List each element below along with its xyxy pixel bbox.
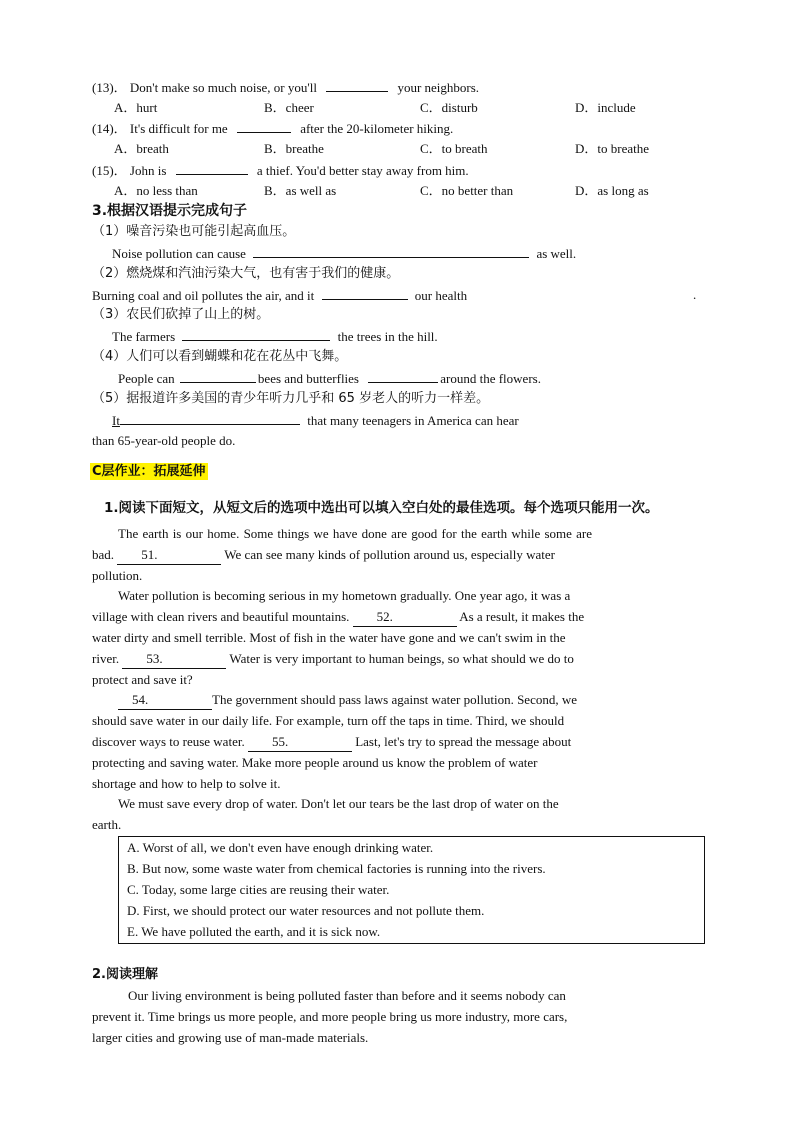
question-15	[92, 161, 469, 180]
sentence-2-english	[92, 286, 467, 305]
question-number: (14)．	[92, 121, 127, 136]
option-c[interactable]: C．to breath	[420, 141, 488, 156]
passage-line: protecting and saving water. Make more people around us know the problem of water	[92, 755, 538, 770]
passage-line: Water pollution is becoming serious in my hometown gradually. One year ago, it was a	[118, 588, 571, 603]
passage-line	[92, 608, 584, 627]
question-stem: John is	[129, 163, 167, 178]
passage-line: earth.	[92, 817, 122, 832]
blank-51[interactable]: 51.	[117, 546, 221, 565]
passage-line	[92, 733, 571, 752]
passage-line	[92, 650, 574, 669]
option-b[interactable]: B．cheer	[264, 100, 314, 115]
section-c-title	[90, 462, 208, 481]
question-stem: It's difficult for me	[129, 121, 228, 136]
passage-line: We must save every drop of water. Don't let our tears be the last drop of water on the	[118, 796, 559, 811]
sentence-text: Burning coal and oil pollutes the air, and it	[92, 288, 315, 303]
option-d[interactable]: D．include	[575, 100, 636, 115]
passage-text: river.	[92, 651, 120, 666]
passage-line: pollution.	[92, 568, 143, 583]
blank-53[interactable]: 53.	[122, 650, 226, 669]
task-1-instructions: 1.阅读下面短文，从短文后的选项中选出可以填入空白处的最佳选项。每个选项只能用一次。	[104, 500, 659, 516]
passage-line: shortage and how to help to solve it.	[92, 776, 281, 791]
passage-text: village with clean rivers and beautiful mountains.	[92, 609, 350, 624]
question-stem-end: a thief. You'd better stay away from him.	[256, 163, 469, 178]
reading-line: prevent it. Time brings us more people, and more people bring us more industry, more cars,	[92, 1009, 568, 1024]
passage-text: Last, let's try to spread the message about	[355, 734, 572, 749]
option-e[interactable]: E. We have polluted the earth, and it is sick now.	[127, 924, 381, 939]
passage-text: discover ways to reuse water.	[92, 734, 245, 749]
answer-blank[interactable]	[326, 78, 388, 92]
sentence-5-chinese: （5）据报道许多美国的青少年听力几乎和 65 岁老人的听力一样差。	[92, 391, 490, 406]
sentence-text: Noise pollution can cause	[112, 246, 246, 261]
passage-line: protect and save it?	[92, 672, 193, 687]
sentence-2-chinese: （2）燃烧煤和汽油污染大气，也有害于我们的健康。	[92, 266, 400, 281]
option-a[interactable]: A. Worst of all, we don't even have enough drinking water.	[127, 840, 434, 855]
option-b[interactable]: B．as well as	[264, 183, 337, 198]
answer-blank[interactable]	[253, 244, 529, 258]
option-d[interactable]: D．as long as	[575, 183, 649, 198]
section-c-title-text: C层作业：拓展延伸	[92, 464, 206, 479]
passage-line	[118, 691, 577, 710]
reading-line: larger cities and growing use of man-made materials.	[92, 1030, 369, 1045]
sentence-text-end: our health	[414, 288, 468, 303]
option-d[interactable]: D．to breathe	[575, 141, 650, 156]
answer-blank[interactable]	[237, 119, 291, 133]
option-c[interactable]: C. Today, some large cities are reusing their water.	[127, 882, 390, 897]
question-number: (13)．	[92, 80, 127, 95]
blank-55[interactable]: 55.	[248, 733, 352, 752]
blank-54[interactable]: 54.	[118, 691, 212, 710]
options-box	[118, 836, 705, 944]
sentence-4-english	[118, 369, 541, 388]
sentence-text: It	[112, 413, 120, 428]
sentence-5-english-line2: than 65-year-old people do.	[92, 433, 236, 448]
sentence-text-mid: bees and butterflies	[257, 371, 359, 386]
answer-blank[interactable]	[322, 286, 408, 300]
question-stem-end: after the 20-kilometer hiking.	[300, 121, 454, 136]
sentence-5-english	[112, 411, 519, 430]
sentence-text-end: around the flowers.	[440, 371, 541, 386]
sentence-text-end: as well.	[536, 246, 577, 261]
passage-line: water dirty and smell terrible. Most of fish in the water have gone and we can't swim in the	[92, 630, 566, 645]
option-a[interactable]: A．hurt	[114, 100, 158, 115]
sentence-3-english	[112, 327, 438, 346]
option-c[interactable]: C．disturb	[420, 100, 478, 115]
option-a[interactable]: A．no less than	[114, 183, 198, 198]
answer-blank[interactable]	[180, 369, 256, 383]
task-2-title: 2.阅读理解	[92, 967, 158, 982]
question-14	[92, 119, 453, 138]
passage-text: As a result, it makes the	[459, 609, 585, 624]
sentence-text-end: that many teenagers in America can hear	[307, 413, 519, 428]
passage-text: bad.	[92, 547, 115, 562]
question-number: (15)．	[92, 163, 127, 178]
question-stem: Don't make so much noise, or you'll	[129, 80, 317, 95]
option-b[interactable]: B．breathe	[264, 141, 324, 156]
passage-line	[92, 546, 555, 565]
section-3-title: 3.根据汉语提示完成句子	[92, 203, 248, 219]
passage-text: Water is very important to human beings, so what should we do to	[229, 651, 574, 666]
sentence-1-english	[112, 244, 576, 263]
question-13	[92, 78, 479, 97]
sentence-text: People can	[118, 371, 175, 386]
option-b[interactable]: B. But now, some waste water from chemical factories is running into the rivers.	[127, 861, 546, 876]
question-stem-end: your neighbors.	[397, 80, 480, 95]
passage-text: The government should pass laws against water pollution. Second, we	[212, 692, 578, 707]
sentence-text-end: the trees in the hill.	[337, 329, 438, 344]
option-c[interactable]: C．no better than	[420, 183, 514, 198]
sentence-2-period: .	[693, 287, 697, 302]
passage-text: We can see many kinds of pollution around us, especially water	[224, 547, 556, 562]
answer-blank[interactable]	[120, 411, 300, 425]
answer-blank[interactable]	[368, 369, 438, 383]
passage-line: The earth is our home. Some things we have done are good for the earth while some are	[118, 526, 593, 541]
sentence-3-chinese: （3）农民们砍掉了山上的树。	[92, 307, 270, 322]
option-d[interactable]: D. First, we should protect our water resources and not pollute them.	[127, 903, 485, 918]
sentence-text: The farmers	[112, 329, 176, 344]
sentence-4-chinese: （4）人们可以看到蝴蝶和花在花丛中飞舞。	[92, 349, 348, 364]
option-a[interactable]: A．breath	[114, 141, 169, 156]
sentence-1-chinese: （1）噪音污染也可能引起高血压。	[92, 224, 296, 239]
reading-line: Our living environment is being polluted faster than before and it seems nobody can	[128, 988, 566, 1003]
passage-line: should save water in our daily life. For example, turn off the taps in time. Third, we should	[92, 713, 565, 728]
answer-blank[interactable]	[182, 327, 330, 341]
answer-blank[interactable]	[176, 161, 248, 175]
blank-52[interactable]: 52.	[353, 608, 457, 627]
